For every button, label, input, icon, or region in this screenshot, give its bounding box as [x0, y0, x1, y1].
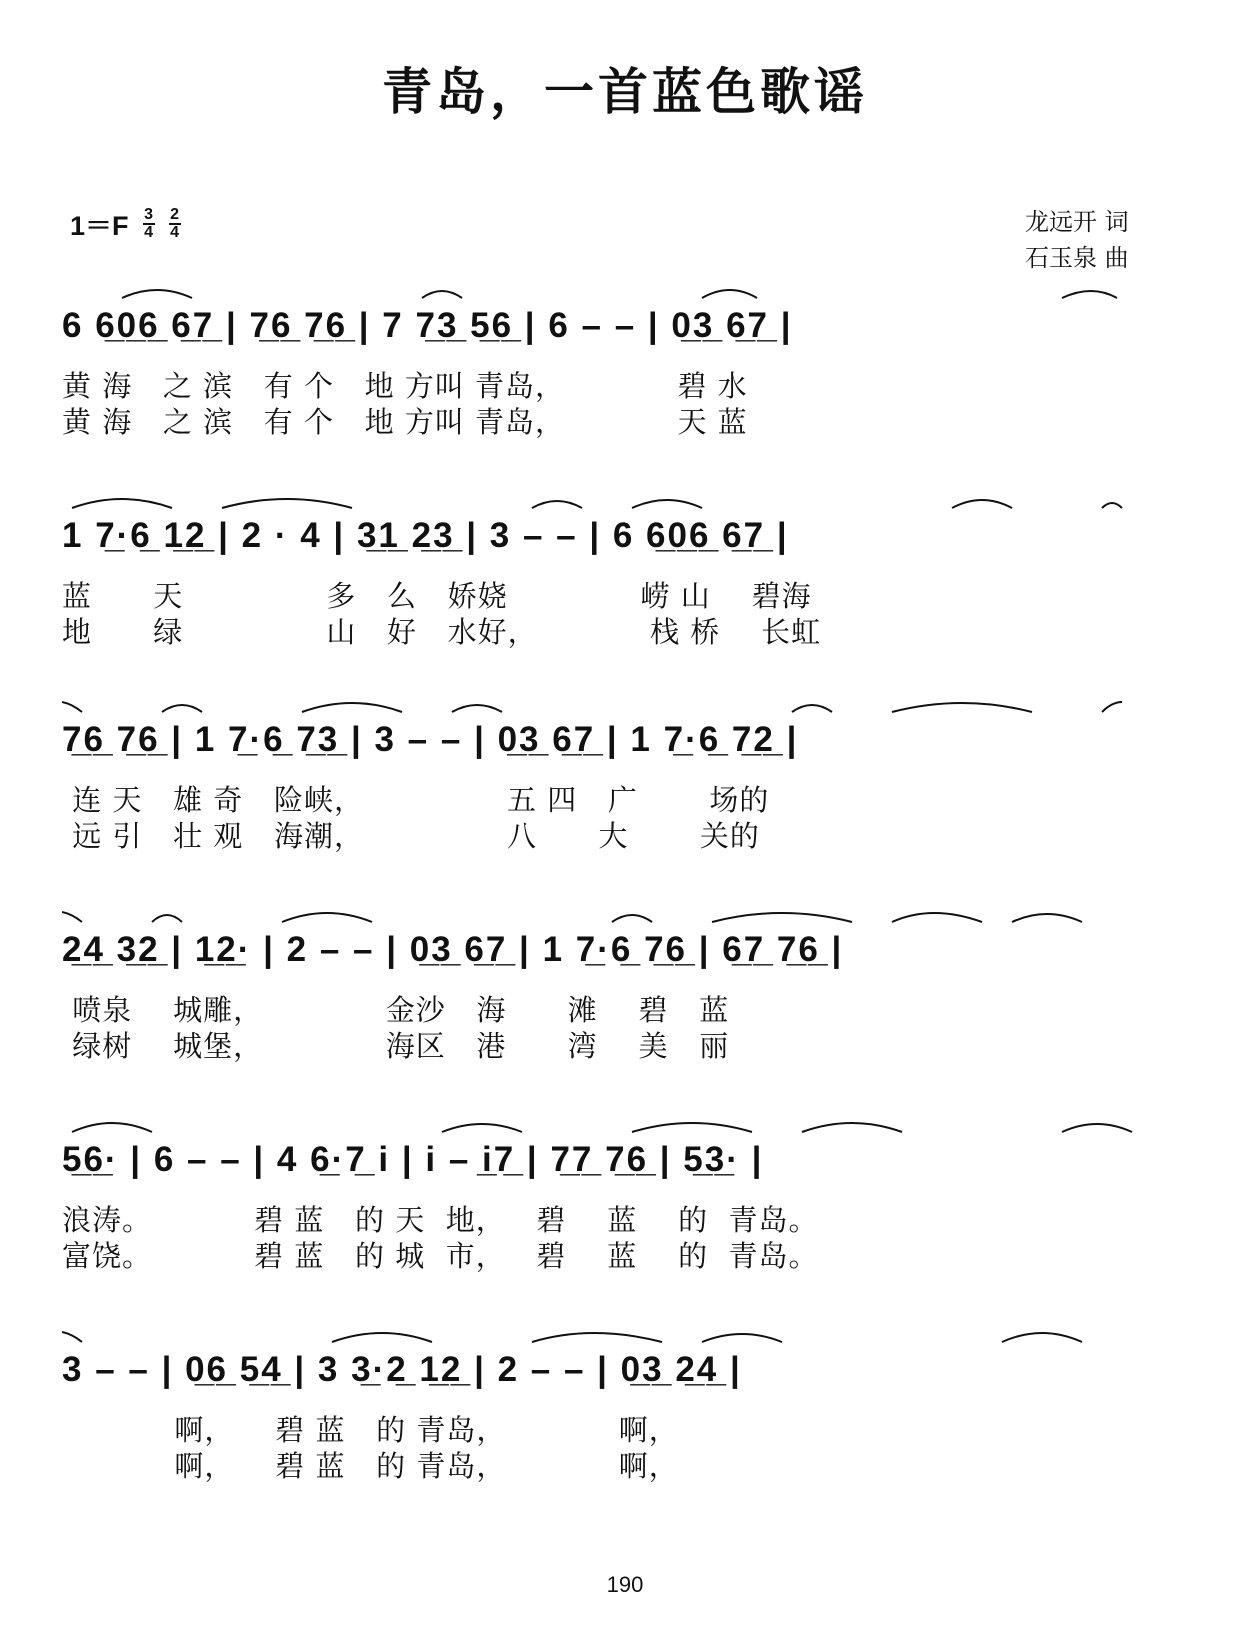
time-signature-2: $\frac{2}{4}$: [170, 205, 179, 241]
slur-marks: [62, 1324, 1192, 1344]
lyricist-credit: 龙远开 词: [1025, 208, 1129, 236]
lyric-verse-2: 远 引 壮 观 海潮， 八 大 关的: [62, 819, 760, 853]
lyric-verse-2: 黄 海 之 滨 有 个 地 方叫 青岛， 天 蓝: [62, 405, 748, 439]
lyric-verse-1: 浪涛。 碧 蓝 的 天 地， 碧 蓝 的 青岛。: [62, 1203, 819, 1237]
page-number: 190: [606, 1572, 644, 1597]
key-signature: [70, 204, 181, 243]
notation-line: 6 6̲0̲6̲ 6̲7̲ | 7̲6̲ 7̲6̲ | 7 7̲3̲ 5̲6̲ | 6 – – | 0̲3̲ 6̲7̲ |: [62, 306, 793, 345]
song-title: 青岛，一首蓝色歌谣: [382, 63, 868, 121]
credits: [1025, 204, 1129, 276]
slur-marks: [62, 280, 1192, 300]
lyric-verse-1: 喷泉 城雕， 金沙 海 滩 碧 蓝: [62, 993, 730, 1027]
lyric-verse-1: 蓝 天 多 么 娇娆 崂 山 碧海: [62, 579, 812, 613]
slur-marks: [62, 1114, 1192, 1134]
lyric-verse-1: 啊， 碧 蓝 的 青岛， 啊，: [62, 1413, 679, 1447]
lyric-verse-1: 黄 海 之 滨 有 个 地 方叫 青岛， 碧 水: [62, 369, 748, 403]
notation-line: 2̲4̲ 3̲2̲ | 1̲2̲· | 2 – – | 0̲3̲ 6̲7̲ | 1 7̲·6̲ 7̲6̲ | 6̲7̲ 7̲6̲ |: [62, 930, 844, 969]
notation-line: 7̲6̲ 7̲6̲ | 1 7̲·6̲ 7̲3̲ | 3 – – | 0̲3̲ 6̲7̲ | 1 7̲·6̲ 7̲2̲ |: [62, 720, 799, 759]
lyric-verse-2: 啊， 碧 蓝 的 青岛， 啊，: [62, 1449, 679, 1483]
notation-line: 1 7̲·6̲ 1̲2̲ | 2 · 4 | 3̲1̲ 2̲3̲ | 3 – – | 6 6̲0̲6̲ 6̲7̲ |: [62, 516, 789, 555]
notation-line: 5̲6̲· | 6 – – | 4 6̲·7̲ i | i – i̲7̲ | 7̲7̲ 7̲6̲ | 5̲3̲· |: [62, 1140, 764, 1179]
time-signature-1: $\frac{3}{4}$: [144, 205, 153, 241]
lyric-verse-2: 地 绿 山 好 水好， 栈 桥 长虹: [62, 615, 822, 649]
lyric-verse-1: 连 天 雄 奇 险峡， 五 四 广 场的: [62, 783, 770, 817]
slur-marks: [62, 490, 1192, 510]
slur-marks: [62, 694, 1192, 714]
lyric-verse-2: 绿树 城堡， 海区 港 湾 美 丽: [62, 1029, 730, 1063]
lyric-verse-2: 富饶。 碧 蓝 的 城 市， 碧 蓝 的 青岛。: [62, 1239, 819, 1273]
tonic-label: 1＝F: [70, 211, 129, 241]
composer-credit: 石玉泉 曲: [1025, 244, 1129, 272]
slur-marks: [62, 904, 1192, 924]
notation-line: 3 – – | 0̲6̲ 5̲4̲ | 3 3̲·2̲ 1̲2̲ | 2 – – | 0̲3̲ 2̲4̲ |: [62, 1350, 742, 1389]
